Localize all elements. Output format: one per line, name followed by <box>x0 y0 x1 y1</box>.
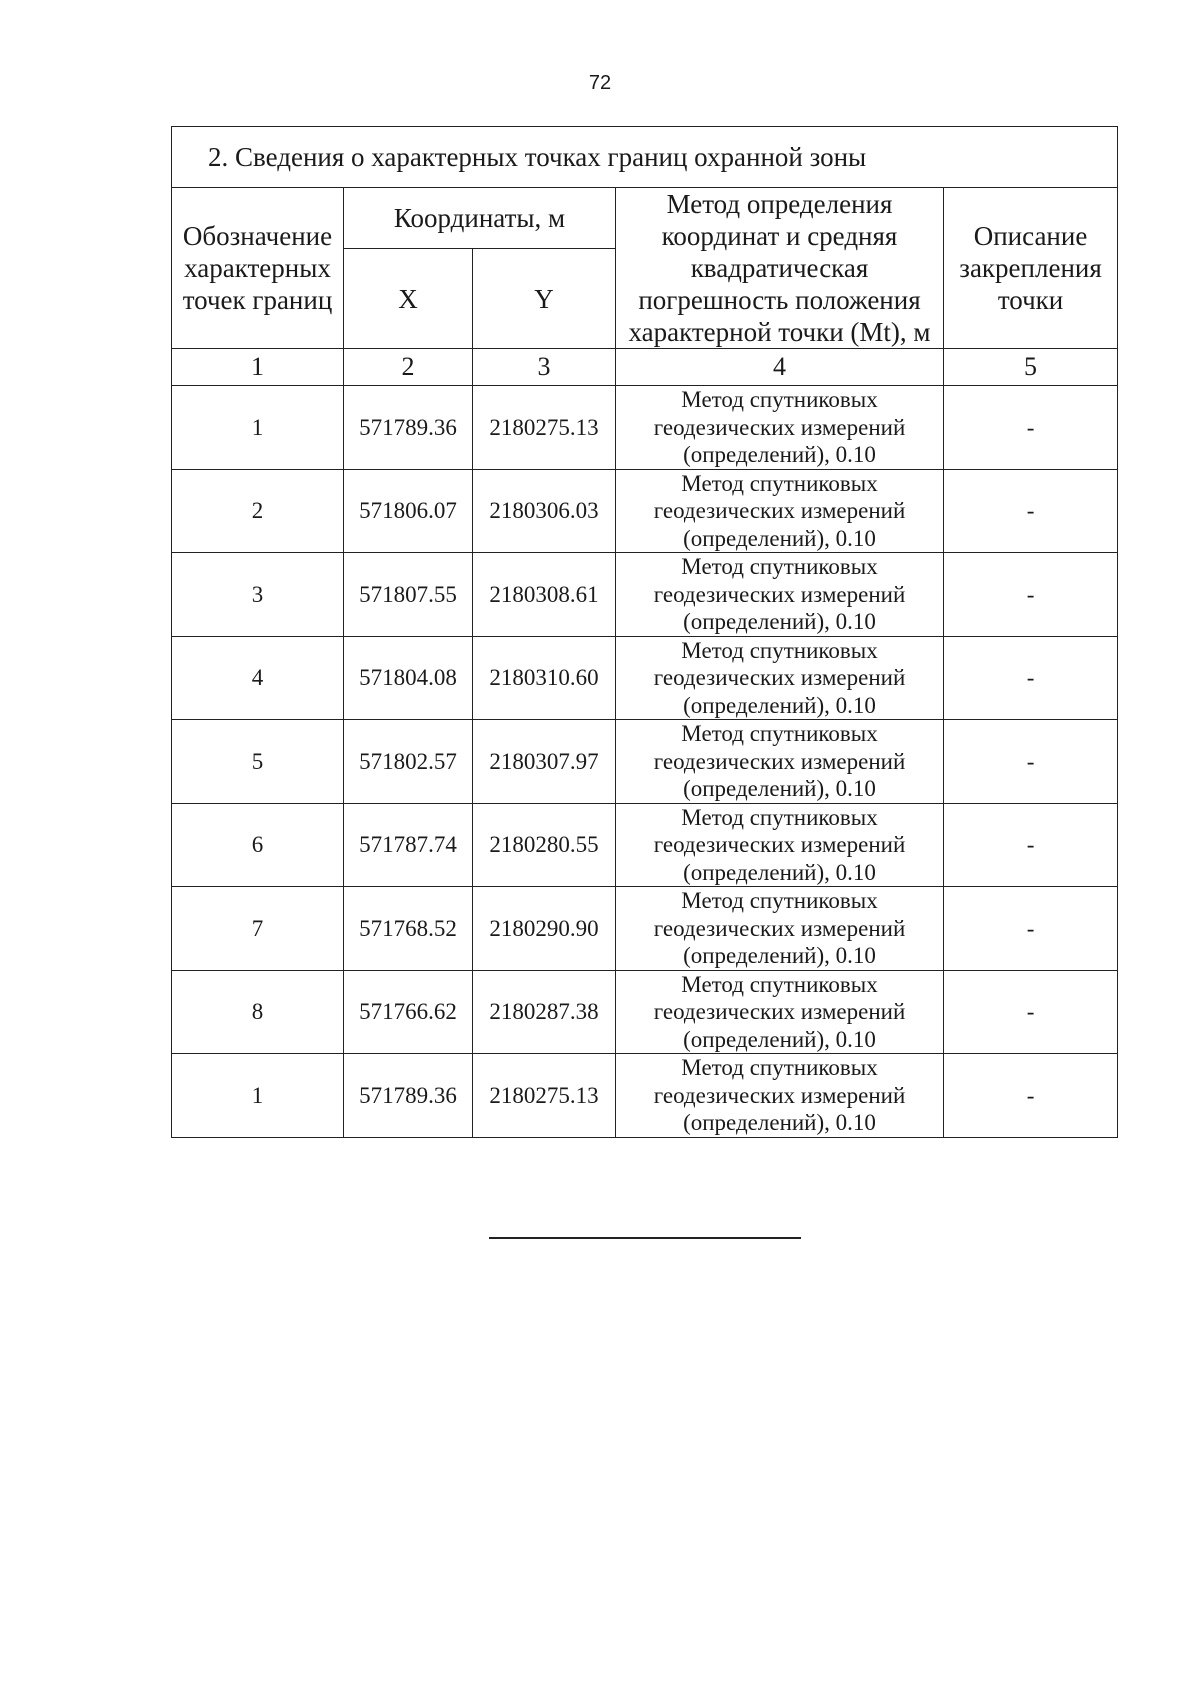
table-row <box>172 970 1118 1054</box>
point-id: 2 <box>172 469 344 553</box>
table-row <box>172 553 1118 637</box>
fixing-description: - <box>944 887 1118 971</box>
method-text: Метод спутниковых геодезических измерений (определений), 0.10 <box>616 887 944 971</box>
coord-x: 571806.07 <box>344 469 473 553</box>
method-text: Метод спутниковых геодезических измерений (определений), 0.10 <box>616 553 944 637</box>
point-id: 8 <box>172 970 344 1054</box>
column-number: 3 <box>473 349 616 386</box>
table-row <box>172 386 1118 470</box>
coord-x: 571804.08 <box>344 636 473 720</box>
fixing-description: - <box>944 386 1118 470</box>
point-id: 6 <box>172 803 344 887</box>
column-number: 2 <box>344 349 473 386</box>
coord-x: 571787.74 <box>344 803 473 887</box>
method-text: Метод спутниковых геодезических измерений (определений), 0.10 <box>616 1054 944 1138</box>
column-number: 4 <box>616 349 944 386</box>
header-x: X <box>344 249 473 349</box>
table-row <box>172 1054 1118 1138</box>
fixing-description: - <box>944 1054 1118 1138</box>
table-row <box>172 636 1118 720</box>
coord-y: 2180275.13 <box>473 386 616 470</box>
point-id: 7 <box>172 887 344 971</box>
header-y: Y <box>473 249 616 349</box>
coord-y: 2180287.38 <box>473 970 616 1054</box>
method-text: Метод спутниковых геодезических измерений (определений), 0.10 <box>616 636 944 720</box>
coord-y: 2180310.60 <box>473 636 616 720</box>
coord-x: 571766.62 <box>344 970 473 1054</box>
table-row <box>172 720 1118 804</box>
table-row <box>172 887 1118 971</box>
coord-x: 571807.55 <box>344 553 473 637</box>
coord-x: 571789.36 <box>344 386 473 470</box>
point-id: 1 <box>172 1054 344 1138</box>
footer-divider <box>489 1237 801 1239</box>
column-numbers-row <box>172 349 1118 386</box>
coord-y: 2180275.13 <box>473 1054 616 1138</box>
point-id: 3 <box>172 553 344 637</box>
header-description: Описание закрепления точки <box>944 188 1118 349</box>
coord-x: 571802.57 <box>344 720 473 804</box>
header-method: Метод определения координат и средняя квадратическая погрешность положения характерной точки (Mt), м <box>616 188 944 349</box>
method-text: Метод спутниковых геодезических измерений (определений), 0.10 <box>616 720 944 804</box>
table-row <box>172 803 1118 887</box>
fixing-description: - <box>944 720 1118 804</box>
header-designation: Обозначение характерных точек границ <box>172 188 344 349</box>
coord-y: 2180290.90 <box>473 887 616 971</box>
fixing-description: - <box>944 803 1118 887</box>
boundary-points-table <box>171 126 1118 1138</box>
fixing-description: - <box>944 553 1118 637</box>
fixing-description: - <box>944 970 1118 1054</box>
coord-y: 2180308.61 <box>473 553 616 637</box>
method-text: Метод спутниковых геодезических измерений (определений), 0.10 <box>616 803 944 887</box>
fixing-description: - <box>944 469 1118 553</box>
header-coordinates: Координаты, м <box>344 188 616 249</box>
column-number: 5 <box>944 349 1118 386</box>
coord-y: 2180306.03 <box>473 469 616 553</box>
point-id: 4 <box>172 636 344 720</box>
coord-x: 571768.52 <box>344 887 473 971</box>
coord-y: 2180307.97 <box>473 720 616 804</box>
column-number: 1 <box>172 349 344 386</box>
table-caption-row <box>172 127 1118 188</box>
coord-y: 2180280.55 <box>473 803 616 887</box>
method-text: Метод спутниковых геодезических измерений (определений), 0.10 <box>616 469 944 553</box>
table-caption: 2. Сведения о характерных точках границ охранной зоны <box>172 127 1118 188</box>
point-id: 5 <box>172 720 344 804</box>
coord-x: 571789.36 <box>344 1054 473 1138</box>
method-text: Метод спутниковых геодезических измерений (определений), 0.10 <box>616 970 944 1054</box>
table-row <box>172 469 1118 553</box>
page-number: 72 <box>588 72 612 94</box>
method-text: Метод спутниковых геодезических измерений (определений), 0.10 <box>616 386 944 470</box>
table-header-row <box>172 188 1118 249</box>
fixing-description: - <box>944 636 1118 720</box>
point-id: 1 <box>172 386 344 470</box>
